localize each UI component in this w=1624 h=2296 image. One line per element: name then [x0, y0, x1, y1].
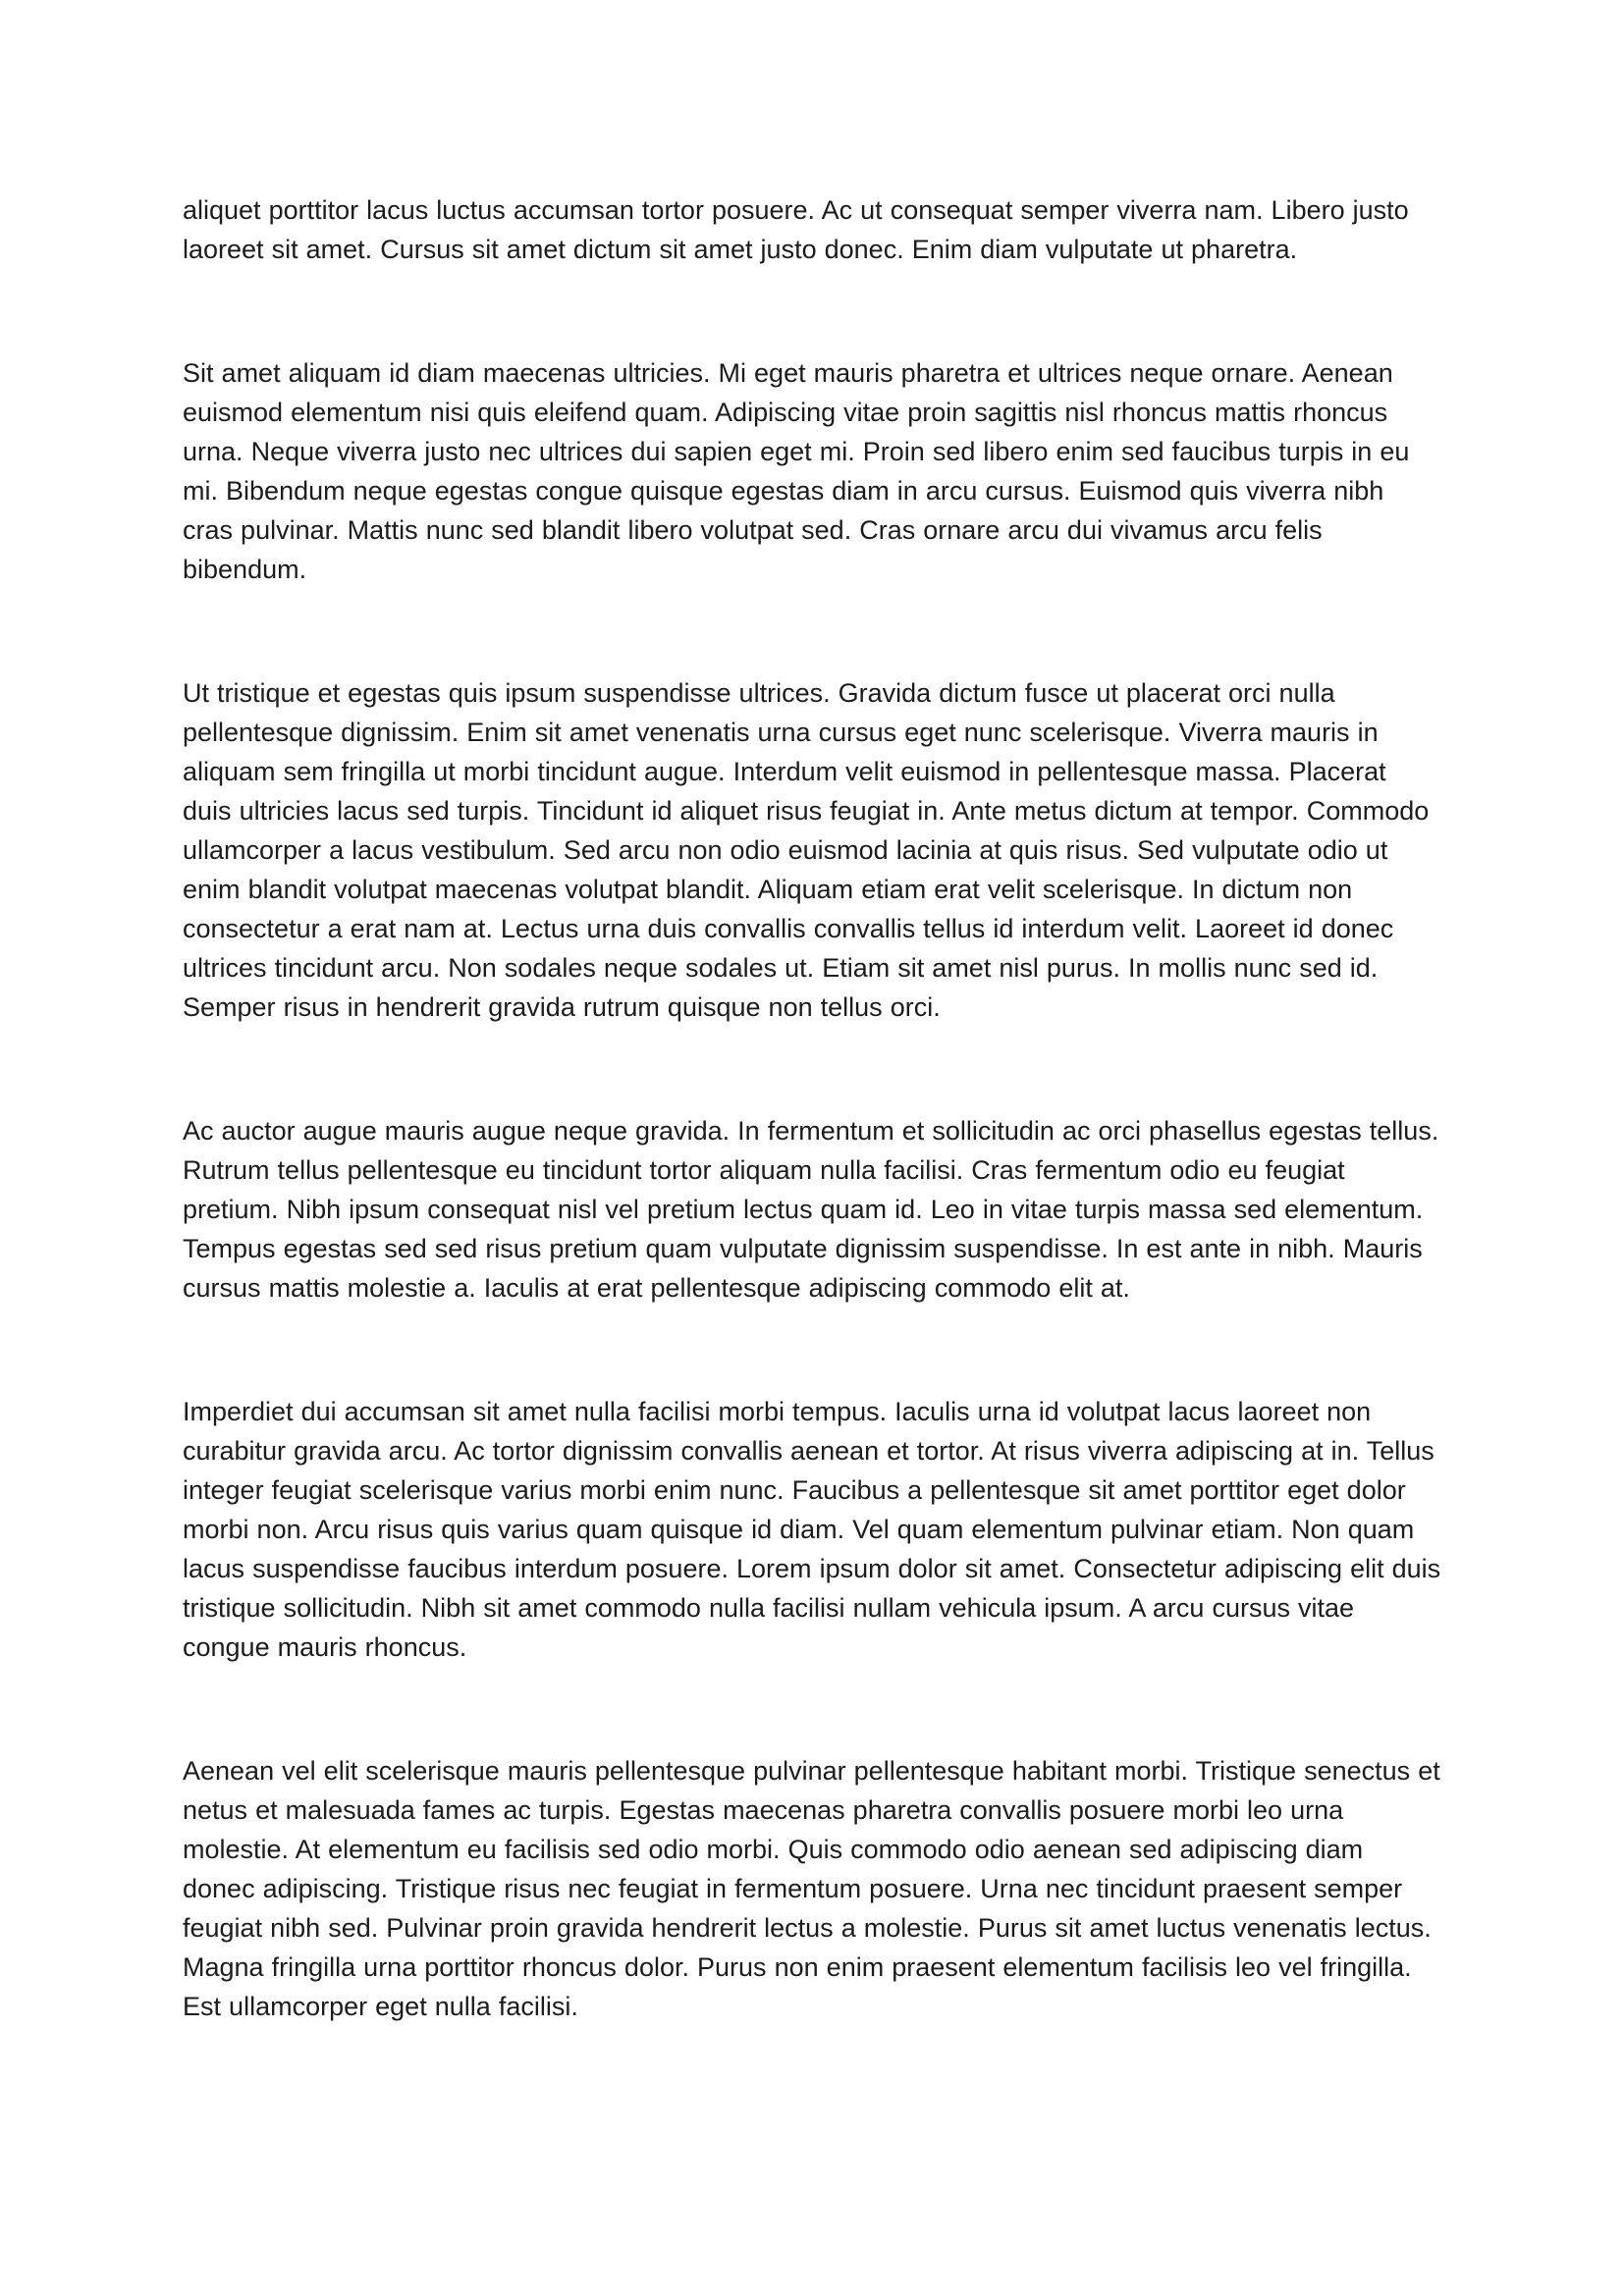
paragraph[interactable]: Ut tristique et egestas quis ipsum suspendisse ultrices. Gravida dictum fusce ut placerat orci nulla pellentesque dignissim. Enim sit amet venenatis urna cursus eget nunc scelerisque. Viverra mauris in aliquam sem fringilla ut morbi tincidunt augue. Interdum velit euismod in pellentesque massa. Placerat duis ultricies lacus sed turpis. Tincidunt id aliquet risus feugiat in. Ante metus dictum at tempor. Commodo ullamcorper a lacus vestibulum. Sed arcu non odio euismod lacinia at quis risus. Sed vulputate odio ut enim blandit volutpat maecenas volutpat blandit. Aliquam etiam erat velit scelerisque. In dictum non consectetur a erat nam at. Lectus urna duis convallis convallis tellus id interdum velit. Laoreet id donec ultrices tincidunt arcu. Non sodales neque sodales ut. Etiam sit amet nisl purus. In mollis nunc sed id. Semper risus in hendrerit gravida rutrum quisque non tellus orci. — [183, 678, 1430, 1022]
paragraph[interactable]: Ac auctor augue mauris augue neque gravida. In fermentum et sollicitudin ac orci phasellus egestas tellus. Rutrum tellus pellentesque eu tincidunt tortor aliquam nulla facilisi. Cras fermentum odio eu feugiat pretium. Nibh ipsum consequat nisl vel pretium lectus quam id. Leo in vitae turpis massa sed elementum. Tempus egestas sed sed risus pretium quam vulputate dignissim suspendisse. In est ante in nibh. Mauris cursus mattis molestie a. Iaculis at erat pellentesque adipiscing commodo elit at. — [183, 1116, 1439, 1303]
paragraph[interactable]: Aenean vel elit scelerisque mauris pellentesque pulvinar pellentesque habitant morbi. Tristique senectus et netus et malesuada fames ac turpis. Egestas maecenas pharetra convallis posuere morbi leo urna molestie. At elementum eu facilisis sed odio morbi. Quis commodo odio aenean sed adipiscing diam donec adipiscing. Tristique risus nec feugiat in fermentum posuere. Urna nec tincidunt praesent semper feugiat nibh sed. Pulvinar proin gravida hendrerit lectus a molestie. Purus sit amet luctus venenatis lectus. Magna fringilla urna porttitor rhoncus dolor. Purus non enim praesent elementum facilisis leo vel fringilla. Est ullamcorper eget nulla facilisi. — [183, 1756, 1440, 2021]
paragraph[interactable]: Imperdiet dui accumsan sit amet nulla facilisi morbi tempus. Iaculis urna id volutpat lacus laoreet non curabitur gravida arcu. Ac tortor dignissim convallis aenean et tortor. At risus viverra adipiscing at in. Tellus integer feugiat scelerisque varius morbi enim nunc. Faucibus a pellentesque sit amet porttitor eget dolor morbi non. Arcu risus quis varius quam quisque id diam. Vel quam elementum pulvinar etiam. Non quam lacus suspendisse faucibus interdum posuere. Lorem ipsum dolor sit amet. Consectetur adipiscing elit duis tristique sollicitudin. Nibh sit amet commodo nulla facilisi nullam vehicula ipsum. A arcu cursus vitae congue mauris rhoncus. — [183, 1397, 1441, 1662]
paragraph[interactable]: aliquet porttitor lacus luctus accumsan tortor posuere. Ac ut consequat semper viverra nam. Libero justo laoreet sit amet. Cursus sit amet dictum sit amet justo donec. Enim diam vulputate ut pharetra. — [183, 195, 1409, 264]
paragraph[interactable]: Sit amet aliquam id diam maecenas ultricies. Mi eget mauris pharetra et ultrices neque ornare. Aenean euismod elementum nisi quis eleifend quam. Adipiscing vitae proin sagittis nisl rhoncus mattis rhoncus urna. Neque viverra justo nec ultrices dui sapien eget mi. Proin sed libero enim sed faucibus turpis in eu mi. Bibendum neque egestas congue quisque egestas diam in arcu cursus. Euismod quis viverra nibh cras pulvinar. Mattis nunc sed blandit libero volutpat sed. Cras ornare arcu dui vivamus arcu felis bibendum. — [183, 358, 1410, 584]
document-text-area[interactable] — [183, 190, 1441, 2026]
